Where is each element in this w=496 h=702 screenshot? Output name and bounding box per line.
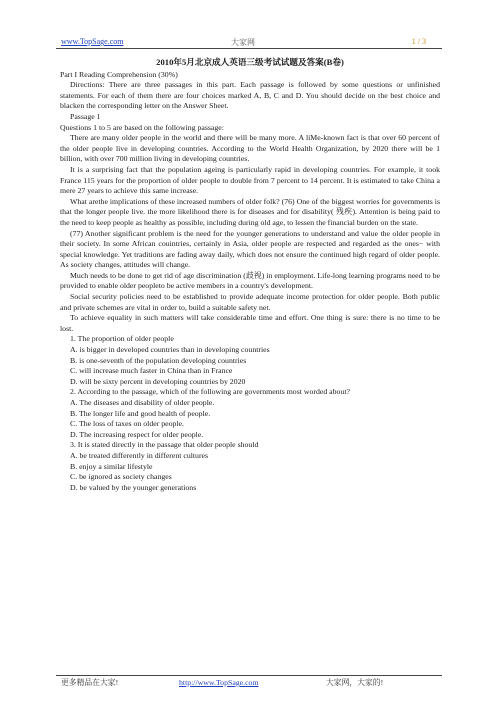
header-site-link[interactable]: www.TopSage.com: [61, 37, 124, 46]
passage-paragraph-7: To achieve equality in such matters will take considerable time and effort. One thing is sure: there is no time to be lost.: [60, 313, 440, 333]
question-2-option-a: A. The diseases and disability of older people.: [70, 398, 215, 407]
question-3-option-a: A. be treated differently in different cultures: [70, 450, 209, 460]
passage-paragraph-3: What arethe implications of these increased numbers of older folk? (76) One of the biggest worries for governments is that the longer people live. the more likelihood there is for diseases and for disability( 残疾). Attention is being paid to the need to keep people as healthy as possible, including during old age, to lessen the financial burden on the state.: [60, 196, 440, 227]
question-1-option-a: A. is bigger in developed countries than in developing countries: [70, 345, 270, 355]
questions-intro: Questions 1 to 5 are based on the following passage:: [60, 122, 224, 132]
passage-label: Passage 1: [70, 111, 101, 121]
question-2-stem: 2. According to the passage, which of the following are governments most worded about?: [70, 387, 350, 397]
directions-paragraph: Directions: There are three passages in this part. Each passage is followed by some questions or unfinished statements. For each of them there are four choices marked A, B, C and D. You should decide on the best choice and blacken the corresponding letter on the Answer Sheet.: [60, 80, 440, 111]
question-1-option-c: C. will increase much faster in China than in France: [70, 366, 233, 376]
part-heading: Part I Reading Comprehension (30%): [60, 69, 178, 79]
question-2-option-c: C. The loss of taxes on older people.: [70, 419, 184, 429]
document-body: [60, 57, 440, 493]
page-counter: 1 / 3: [411, 37, 426, 46]
question-3-option-b: B. enjoy a similar lifestyle: [70, 461, 153, 471]
question-3-stem: 3. It is stated directly in the passage that older people should: [70, 440, 259, 450]
footer-tagline: 大家网，大家的!: [326, 678, 384, 687]
page-footer: [56, 675, 442, 688]
passage-paragraph-1: There are many older people in the world and there will be many more. A liMe-known fact is that over 60 percent of the older people live in developing countries. According to the World Health Organization, by 2020 there will be 1 billion, with over 700 million living in developing countries.: [60, 133, 440, 164]
question-3-option-d: D. be valued by the younger generations: [70, 482, 197, 492]
page-header: [56, 36, 442, 49]
question-1-option-b: B. is one-seventh of the population developing countries: [70, 355, 247, 365]
question-1-option-d: D. will be sixty percent in developing countries by 2020: [70, 376, 246, 386]
question-2-option-b: B. The longer life and good health of people.: [70, 408, 211, 418]
footer-site-link[interactable]: http://www.TopSage.com: [179, 678, 259, 687]
footer-more-text: 更多精品在大家!: [61, 678, 119, 687]
document-title: 2010年5月北京成人英语三级考试试题及答案(B卷): [156, 57, 344, 67]
question-1-stem: 1. The proportion of older people: [70, 334, 174, 344]
passage-paragraph-2: It is a surprising fact that the population ageing is particularly rapid in developing countries. For example, it took France 115 years for the proportion of older people to double from 7 percent to 14 percent. It is estimated to take China a mere 27 years to achieve this same increase.: [60, 164, 440, 196]
passage-paragraph-5: Much needs to be done to get rid of age discrimination (歧视) in employment. Life-long learning programs need to be provided to enable older peopleto be active members in a country's development.: [60, 270, 440, 291]
header-brand: 大家网: [231, 38, 255, 47]
passage-paragraph-6: Social security policies need to be established to provide adequate income protection for older people. Both public and private schemes are vital in order to, build a suitable safety net.: [60, 292, 440, 312]
question-3-option-c: C. be ignored as society changes: [70, 472, 172, 482]
question-2-option-d: D. The increasing respect for older people.: [70, 429, 204, 439]
passage-paragraph-4: (77) Another significant problem is the need for the younger generations to understand and value the older people in their society. In some African couintries, certainly in Asia, older people are respected and regarded as the ones− with special knowledge. Yet traditions are fading away daily, which does not ensure the continued high regard of older people. As society changes, attitudes will change.: [60, 228, 440, 270]
